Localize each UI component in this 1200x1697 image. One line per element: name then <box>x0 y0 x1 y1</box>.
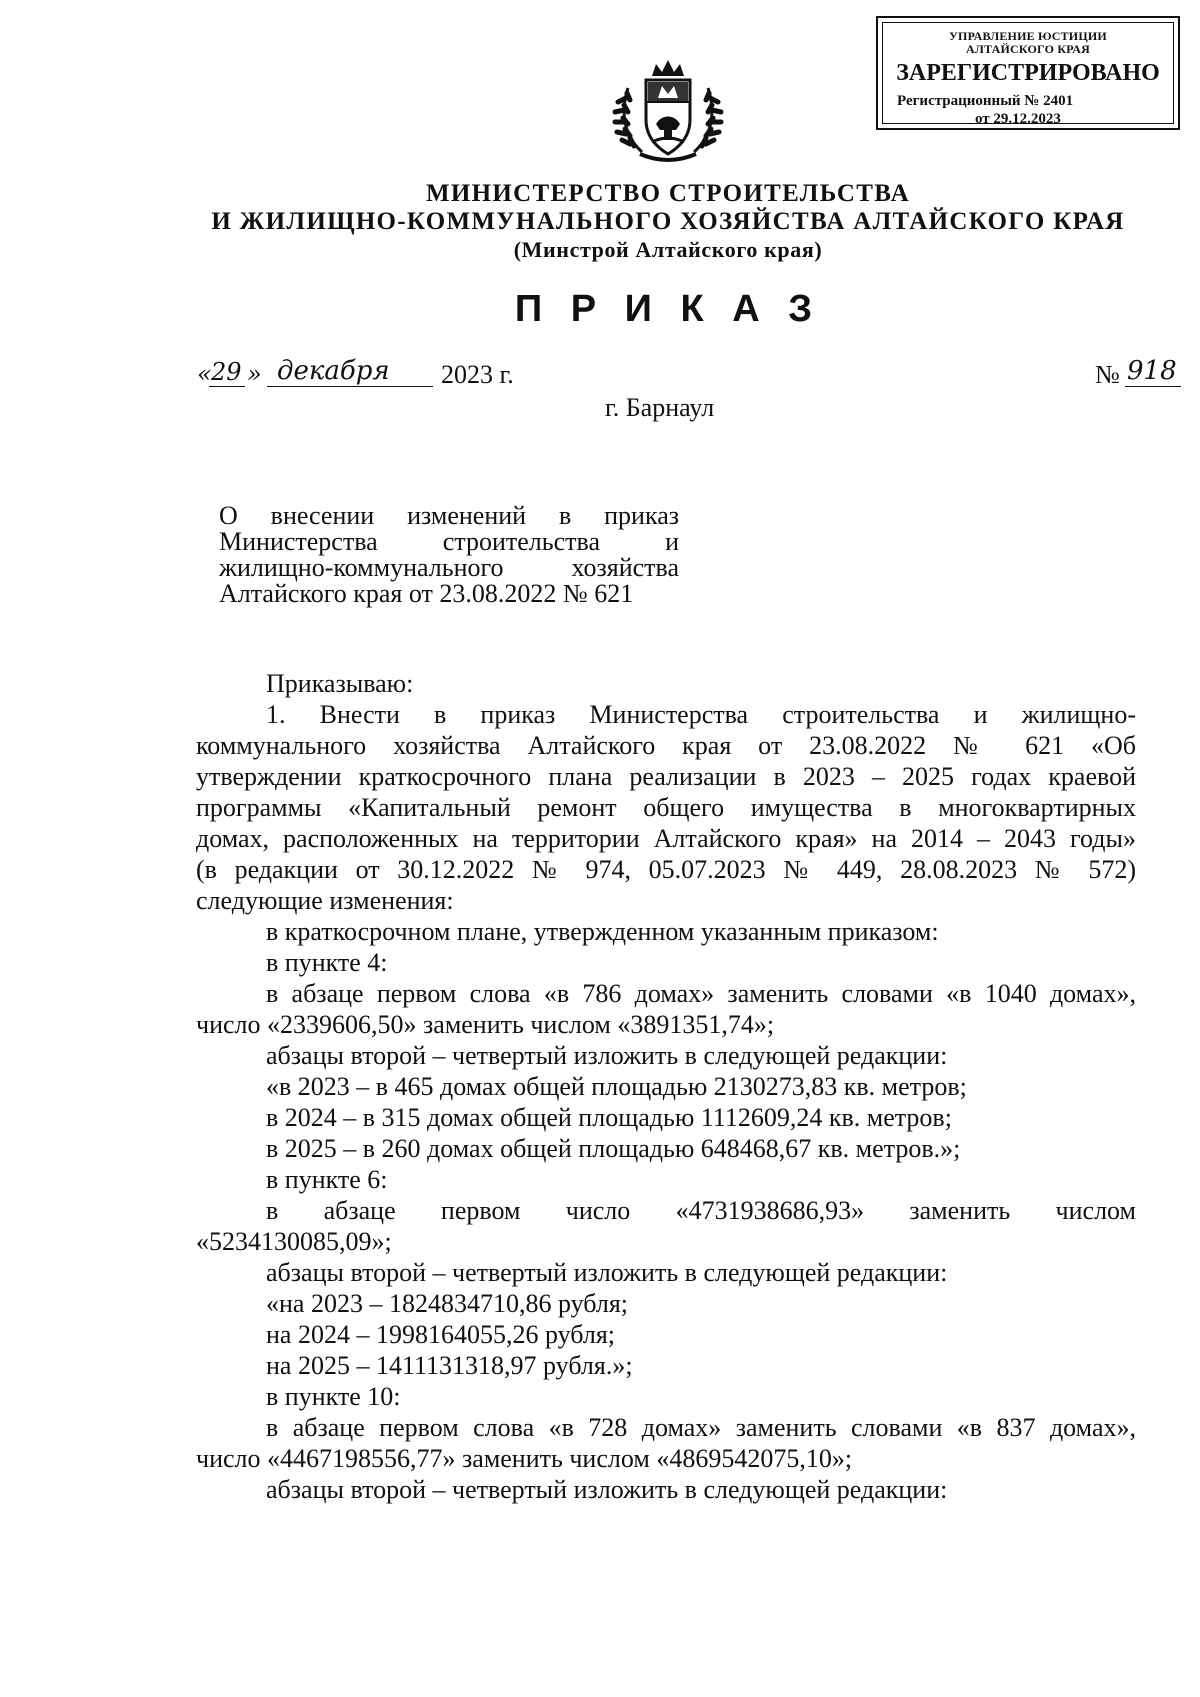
item1-line: следующие изменения: <box>196 886 454 915</box>
date-month: декабря <box>277 356 390 386</box>
stamp-reg-number: Регистрационный № 2401 <box>897 93 1074 109</box>
order-date <box>197 356 1197 394</box>
item1-line: коммунального хозяйства Алтайского края от 23.08.2022 № 621 «Об <box>196 731 1136 760</box>
item10-first-paragraph: в абзаце первом слова «в 728 домах» заменить словами «в 837 домах», <box>266 1413 1136 1442</box>
item1-line: утверждении краткосрочного плана реализации в 2023 – 2025 годах краевой <box>196 762 1136 791</box>
item10-paragraphs-instruction: абзацы второй – четвертый изложить в следующей редакции: <box>266 1475 948 1504</box>
item4-heading: в пункте 4: <box>266 948 388 977</box>
day-underline <box>209 386 245 387</box>
area-2024: в 2024 – в 315 домах общей площадью 1112609,24 кв. метров; <box>266 1103 952 1132</box>
item10-first-paragraph-cont: число «4467198556,77» заменить числом «4869542075,10»; <box>196 1444 853 1473</box>
registration-stamp <box>876 16 1180 130</box>
item4-first-paragraph: в абзаце первом слова «в 786 домах» заменить словами «в 1040 домах», <box>266 979 1136 1008</box>
stamp-status: ЗАРЕГИСТРИРОВАНО <box>896 60 1160 86</box>
date-close-quote: » <box>247 360 262 388</box>
item1-line: (в редакции от 30.12.2022 № 974, 05.07.2023 № 449, 28.08.2023 № 572) <box>196 855 1136 884</box>
stamp-reg-date: от 29.12.2023 <box>975 111 1061 127</box>
order-subject <box>219 503 679 607</box>
stamp-authority-line1: УПРАВЛЕНИЕ ЮСТИЦИИ <box>949 29 1107 43</box>
order-intro: Приказываю: <box>266 669 414 698</box>
item4-first-paragraph-cont: число «2339606,50» заменить числом «3891351,74»; <box>196 1010 775 1039</box>
item6-paragraphs-instruction: абзацы второй – четвертый изложить в следующей редакции: <box>266 1258 948 1287</box>
item6-first-paragraph: в абзаце первом число «4731938686,93» заменить числом <box>266 1196 1136 1225</box>
sum-2023: «на 2023 – 1824834710,86 рубля; <box>266 1289 629 1318</box>
item10-heading: в пункте 10: <box>266 1382 401 1411</box>
ministry-short-name: (Минстрой Алтайского края) <box>513 237 823 262</box>
sum-2024: на 2024 – 1998164055,26 рубля; <box>266 1320 616 1349</box>
order-body <box>196 668 1136 1505</box>
document-type-title: П Р И К А З <box>514 288 822 330</box>
item4-paragraphs-instruction: абзацы второй – четвертый изложить в следующей редакции: <box>266 1041 948 1070</box>
ministry-name-line2: И ЖИЛИЩНО-КОММУНАЛЬНОГО ХОЗЯЙСТВА АЛТАЙСКОГО КРАЯ <box>211 208 1125 235</box>
subject-line: О внесении изменений в приказ <box>219 501 679 530</box>
stamp-authority-line2: АЛТАЙСКОГО КРАЯ <box>966 42 1090 56</box>
date-year: 2023 г. <box>441 360 514 389</box>
item6-first-paragraph-cont: «5234130085,09»; <box>196 1227 392 1256</box>
item1-line: программы «Капитальный ремонт общего имущества в многоквартирных <box>196 793 1136 822</box>
item1-line: 1. Внести в приказ Министерства строительства и жилищно- <box>266 700 1136 729</box>
subject-line: Алтайского края от 23.08.2022 № 621 <box>219 579 634 608</box>
stamp-inner-frame <box>882 22 1174 127</box>
date-open-quote: « <box>197 360 212 388</box>
city-name: г. Барнаул <box>605 393 715 422</box>
order-number-prefix: № <box>1095 360 1120 389</box>
area-2023: «в 2023 – в 465 домах общей площадью 2130273,83 кв. метров; <box>266 1072 967 1101</box>
month-underline <box>267 386 433 387</box>
plan-paragraph: в краткосрочном плане, утвержденном указанным приказом: <box>266 917 939 946</box>
coat-of-arms-icon <box>612 54 724 166</box>
date-day: 29 <box>211 358 242 386</box>
ministry-name-line1: МИНИСТЕРСТВО СТРОИТЕЛЬСТВА <box>426 180 910 207</box>
item6-heading: в пункте 6: <box>266 1165 388 1194</box>
subject-line: Министерства строительства и <box>219 527 679 556</box>
area-2025: в 2025 – в 260 домах общей площадью 648468,67 кв. метров.»; <box>266 1134 961 1163</box>
number-underline <box>1125 386 1181 387</box>
item1-line: домах, расположенных на территории Алтайского края» на 2014 – 2043 годы» <box>196 824 1136 853</box>
subject-line: жилищно-коммунального хозяйства <box>219 553 679 582</box>
sum-2025: на 2025 – 1411131318,97 рубля.»; <box>266 1351 633 1380</box>
order-number: 918 <box>1127 356 1177 386</box>
